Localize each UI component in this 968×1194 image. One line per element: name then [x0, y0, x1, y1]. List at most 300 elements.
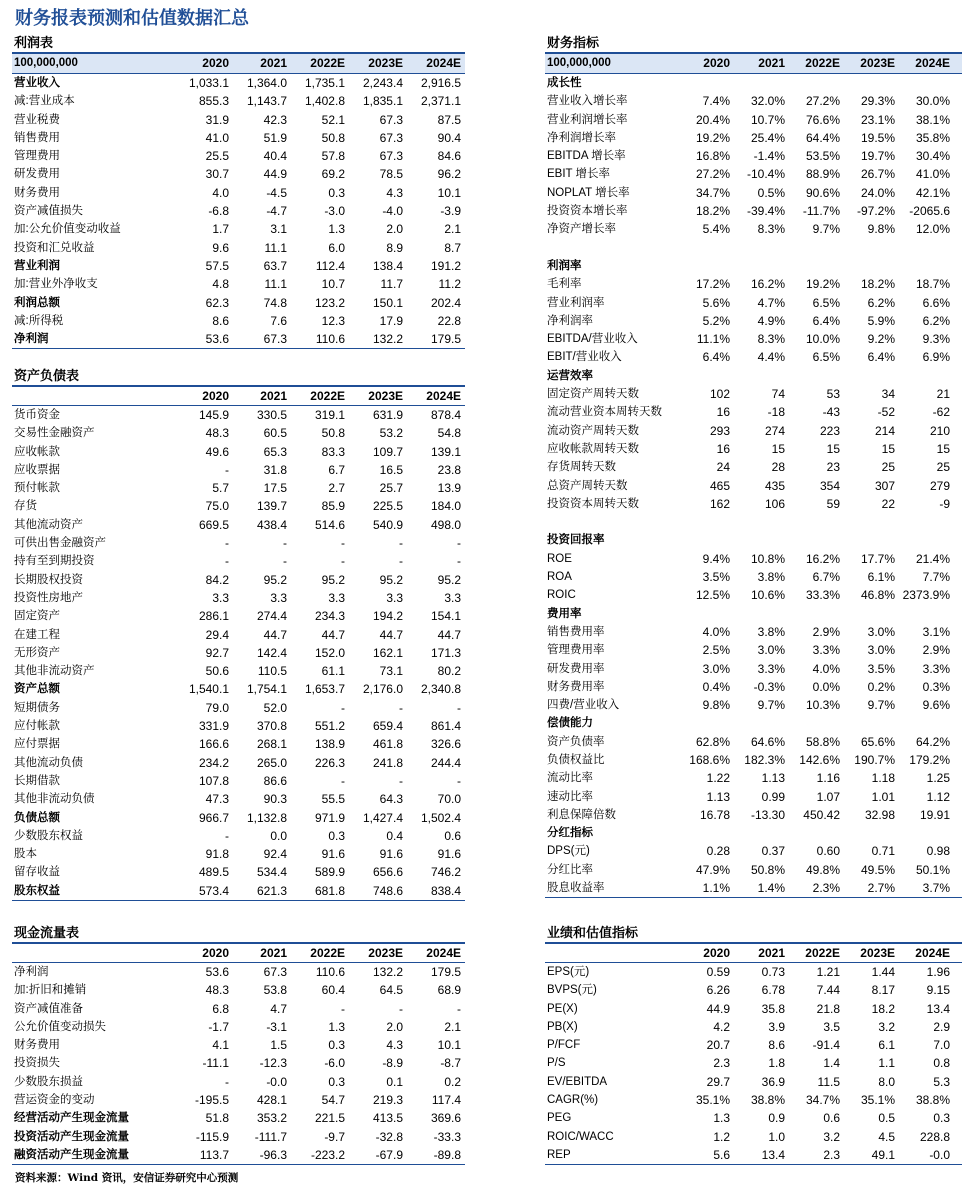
- row-value: 73.1: [379, 664, 403, 679]
- header-row: [12, 944, 465, 963]
- row-value: 16.2%: [805, 551, 840, 566]
- row-value: 30.4%: [915, 149, 950, 164]
- row-label: 应收票据: [14, 463, 60, 476]
- row-value: [895, 257, 950, 275]
- row-label: 净利润率: [547, 314, 593, 327]
- income-statement-table: [12, 36, 465, 349]
- row-value: 110.6: [315, 965, 345, 979]
- row-label: 营业利润: [14, 259, 60, 272]
- table-row: [545, 165, 962, 183]
- row-value: 30.0%: [915, 94, 950, 109]
- row-value: 51.8: [205, 1111, 229, 1126]
- row-value: 971.9: [314, 810, 345, 825]
- table-row: [545, 202, 962, 220]
- table-row: [545, 1146, 962, 1165]
- row-value: -0.0: [929, 1147, 950, 1162]
- section-title: 资产负债表: [14, 369, 80, 384]
- row-value: 11.2: [438, 277, 461, 292]
- row-value: 7.6: [270, 313, 287, 328]
- year-header: 2024E: [426, 946, 461, 960]
- row-value: 32.98: [864, 807, 895, 822]
- row-value: -91.4: [812, 1038, 840, 1053]
- row-value: -: [225, 554, 229, 569]
- row-value: 0.8: [933, 1056, 950, 1071]
- row-value: 2,340.8: [420, 682, 461, 697]
- row-label: 长期股权投资: [14, 573, 83, 586]
- row-value: 2,243.4: [362, 76, 403, 90]
- row-value: 4.0%: [702, 624, 730, 639]
- table-row: [545, 403, 962, 421]
- table-row: [545, 294, 962, 312]
- section-title: 现金流量表: [14, 926, 80, 941]
- row-value: 76.6%: [805, 112, 840, 127]
- row-value: -: [457, 536, 461, 551]
- row-value: 4.8: [212, 277, 229, 292]
- row-value: 6.4%: [812, 313, 840, 328]
- row-value: 855.3: [198, 94, 229, 109]
- row-value: 41.0%: [915, 167, 950, 182]
- row-value: 80.2: [437, 664, 461, 679]
- row-value: [730, 605, 785, 623]
- row-value: 0.3: [328, 1038, 345, 1053]
- row-value: 36.9: [761, 1074, 785, 1089]
- row-label: 毛利率: [547, 278, 582, 291]
- row-label: 资产负债率: [547, 735, 605, 748]
- row-value: 589.9: [314, 865, 345, 880]
- row-value: [785, 531, 840, 549]
- row-value: 0.6: [823, 1111, 840, 1126]
- row-value: [895, 367, 950, 385]
- row-value: 62.8%: [695, 734, 730, 749]
- row-value: 370.8: [256, 719, 287, 734]
- row-label: 应收帐款周转天数: [547, 442, 639, 455]
- row-label: 加:营业外净收支: [14, 278, 98, 291]
- row-label: 资产总额: [14, 683, 60, 696]
- table-row: [12, 1109, 465, 1127]
- row-value: 23.1%: [860, 112, 895, 127]
- row-value: -: [457, 554, 461, 569]
- row-label: 长期借款: [14, 774, 60, 787]
- row-value: 32.0%: [750, 94, 785, 109]
- row-value: -62: [932, 405, 950, 420]
- row-value: 2.9%: [812, 624, 840, 639]
- row-value: 95.2: [379, 572, 403, 587]
- row-value: 293: [709, 423, 730, 438]
- row-value: 8.6: [212, 313, 229, 328]
- header-row: [545, 54, 962, 74]
- table-row: [545, 788, 962, 806]
- row-value: 6.6%: [922, 295, 950, 310]
- row-value: 67.3: [263, 332, 287, 347]
- row-value: 20.7: [706, 1038, 730, 1053]
- row-label: 流动比率: [547, 772, 593, 785]
- row-value: 67.3: [379, 149, 403, 164]
- row-value: 226.3: [314, 755, 345, 770]
- row-value: 47.9%: [695, 862, 730, 877]
- row-value: 38.8%: [750, 1093, 785, 1108]
- table-row: [12, 680, 465, 698]
- row-value: 7.44: [816, 983, 840, 998]
- row-value: 1.13: [761, 771, 785, 786]
- year-header: 2023E: [368, 389, 403, 403]
- row-value: 171.3: [430, 645, 461, 660]
- year-header: 2024E: [915, 946, 950, 960]
- year-header: 2023E: [860, 946, 895, 960]
- row-label: 管理费用率: [547, 644, 605, 657]
- row-value: 16.2%: [750, 277, 785, 292]
- table-row: [12, 1018, 465, 1036]
- row-value: 95.2: [437, 572, 461, 587]
- row-value: 214: [874, 423, 895, 438]
- row-value: 18.2%: [860, 277, 895, 292]
- row-value: 1,132.8: [246, 810, 287, 825]
- row-value: 8.17: [871, 983, 895, 998]
- row-value: 6.1%: [867, 570, 895, 585]
- row-value: 95.2: [263, 572, 287, 587]
- year-header: 2023E: [368, 56, 403, 70]
- row-label: 利息保障倍数: [547, 808, 616, 821]
- row-value: 106: [764, 496, 785, 511]
- row-value: 53: [826, 387, 840, 402]
- row-value: 6.5%: [812, 295, 840, 310]
- row-value: 3.5: [823, 1019, 840, 1034]
- row-value: 13.9: [437, 481, 461, 496]
- row-value: 20.4%: [695, 112, 730, 127]
- table-row: [12, 1146, 465, 1165]
- row-label: 资产减值损失: [14, 205, 83, 218]
- table-row: [545, 92, 962, 110]
- row-value: 0.6: [444, 828, 461, 843]
- table-row: [545, 1036, 962, 1054]
- row-value: 1.4: [823, 1056, 840, 1071]
- row-value: 64.3: [379, 792, 403, 807]
- row-value: 498.0: [430, 517, 461, 532]
- row-label: PB(X): [547, 1020, 578, 1033]
- row-value: 3.5%: [867, 661, 895, 676]
- row-value: 9.15: [926, 983, 950, 998]
- row-label: CAGR(%): [547, 1094, 599, 1107]
- table-row: [12, 809, 465, 827]
- header-unit-label: 100,000,000: [14, 57, 78, 69]
- row-value: 61.1: [321, 664, 345, 679]
- row-value: -: [341, 1001, 345, 1016]
- row-value: [685, 367, 730, 385]
- row-value: -8.7: [440, 1056, 461, 1071]
- row-value: 1,540.1: [188, 682, 229, 697]
- row-value: 44.9: [263, 167, 287, 182]
- row-value: 4.3: [386, 185, 403, 200]
- table-row: [12, 1000, 465, 1018]
- row-value: -12.3: [259, 1056, 287, 1071]
- row-value: 42.3: [263, 112, 287, 127]
- table-row: [545, 842, 962, 860]
- row-value: 2,371.1: [420, 94, 461, 109]
- row-value: 0.99: [761, 789, 785, 804]
- table-row: [545, 678, 962, 696]
- row-value: [840, 257, 895, 275]
- year-header: 2022E: [310, 56, 345, 70]
- row-value: 54.8: [437, 426, 461, 441]
- row-value: 331.9: [198, 719, 229, 734]
- row-value: [895, 531, 950, 549]
- row-value: -96.3: [259, 1147, 287, 1162]
- row-value: 68.9: [437, 983, 461, 998]
- row-value: 53.6: [205, 332, 229, 347]
- row-value: 55.5: [321, 792, 345, 807]
- row-value: -32.8: [375, 1129, 403, 1144]
- row-value: 2.3: [713, 1056, 730, 1071]
- table-row: [545, 513, 962, 531]
- row-label: 利润总额: [14, 296, 60, 309]
- row-value: 19.91: [919, 807, 950, 822]
- row-value: 1.3: [328, 222, 345, 237]
- header-unit-label: [12, 387, 177, 405]
- row-value: 52.1: [321, 112, 345, 127]
- row-value: -4.5: [266, 185, 287, 200]
- row-label: 存货周转天数: [547, 461, 616, 474]
- row-value: 514.6: [314, 517, 345, 532]
- row-value: -18: [767, 405, 785, 420]
- row-label: 销售费用率: [547, 625, 605, 638]
- row-value: 154.1: [430, 609, 461, 624]
- header-unit-label: 100,000,000: [547, 57, 611, 69]
- row-value: 10.0%: [805, 332, 840, 347]
- row-value: [895, 824, 950, 842]
- row-value: 102: [709, 387, 730, 402]
- row-value: 60.4: [321, 983, 345, 998]
- header-row: [12, 387, 465, 406]
- table-row: [545, 861, 962, 879]
- row-value: 150.1: [372, 295, 403, 310]
- row-value: 2373.9%: [902, 588, 950, 603]
- row-value: 3.3: [386, 590, 403, 605]
- row-label: 资产减值准备: [14, 1002, 83, 1015]
- table-row: [545, 184, 962, 202]
- row-value: 31.9: [205, 112, 229, 127]
- row-value: 17.7%: [860, 551, 895, 566]
- table-row: [545, 1091, 962, 1109]
- row-value: 6.78: [761, 983, 785, 998]
- row-value: 64.6%: [750, 734, 785, 749]
- row-value: 109.7: [372, 444, 403, 459]
- year-header: 2023E: [368, 946, 403, 960]
- row-value: 1.3: [713, 1111, 730, 1126]
- row-value: [685, 714, 730, 732]
- row-value: 31.8: [263, 462, 287, 477]
- row-value: 16.5: [379, 462, 403, 477]
- row-value: 168.6%: [689, 752, 730, 767]
- row-value: 74: [771, 387, 785, 402]
- table-row: [12, 111, 465, 129]
- table-row: [12, 827, 465, 845]
- row-value: 0.28: [706, 844, 730, 859]
- row-value: 3.2: [823, 1129, 840, 1144]
- row-value: -: [399, 554, 403, 569]
- row-value: 1.01: [871, 789, 895, 804]
- table-row: [545, 806, 962, 824]
- row-label: 财务费用: [14, 1039, 60, 1052]
- row-label: 经营活动产生现金流量: [14, 1112, 129, 1125]
- row-value: 15: [936, 441, 950, 456]
- row-value: 25.4%: [750, 130, 785, 145]
- row-value: 8.0: [878, 1074, 895, 1089]
- row-value: 0.4%: [702, 679, 730, 694]
- table-row: [12, 589, 465, 607]
- row-value: 152.0: [314, 645, 345, 660]
- row-value: 0.5: [878, 1111, 895, 1126]
- year-header: 2022E: [805, 56, 840, 70]
- row-value: 24: [716, 460, 730, 475]
- row-label: ROIC: [547, 589, 576, 602]
- row-value: [840, 513, 895, 531]
- row-value: 5.7: [212, 481, 229, 496]
- row-value: 6.4%: [867, 350, 895, 365]
- row-value: 3.0%: [702, 661, 730, 676]
- row-value: 91.8: [205, 847, 229, 862]
- row-value: 9.8%: [867, 222, 895, 237]
- row-value: 8.7: [444, 240, 461, 255]
- table-row: [545, 879, 962, 898]
- table-row: [12, 239, 465, 257]
- table-row: [12, 717, 465, 735]
- table-row: [545, 275, 962, 293]
- row-value: -4.0: [382, 204, 403, 219]
- row-label: [545, 239, 685, 257]
- valuation-indicators-table: [545, 926, 962, 1165]
- row-value: 465: [709, 478, 730, 493]
- row-value: -: [225, 1074, 229, 1089]
- row-label: 成长性: [547, 77, 582, 89]
- table-row: [545, 257, 962, 275]
- table-row: [545, 220, 962, 238]
- row-value: 67.3: [263, 965, 287, 979]
- row-label: 财务费用率: [547, 680, 605, 693]
- row-value: 4.0%: [812, 661, 840, 676]
- row-value: 0.2: [444, 1074, 461, 1089]
- row-value: 659.4: [372, 719, 403, 734]
- row-label: 管理费用: [14, 150, 60, 163]
- row-value: 3.9: [768, 1019, 785, 1034]
- table-row: [545, 550, 962, 568]
- row-value: -: [399, 700, 403, 715]
- row-value: 92.4: [263, 847, 287, 862]
- row-label: 利润率: [547, 259, 582, 272]
- table-row: [545, 385, 962, 403]
- row-value: 91.6: [437, 847, 461, 862]
- row-value: 84.2: [205, 572, 229, 587]
- row-value: 34: [881, 387, 895, 402]
- row-value: 1,835.1: [362, 94, 403, 109]
- row-value: 8.6: [768, 1038, 785, 1053]
- row-value: [785, 714, 840, 732]
- table-row: [545, 74, 962, 92]
- row-value: [730, 239, 785, 257]
- row-value: 10.7: [321, 277, 345, 292]
- row-value: 40.4: [263, 149, 287, 164]
- row-value: 428.1: [256, 1093, 287, 1108]
- row-value: 0.37: [761, 844, 785, 859]
- row-value: 1.7: [212, 222, 229, 237]
- row-value: -: [283, 536, 287, 551]
- row-value: -3.1: [266, 1019, 287, 1034]
- table-row: [545, 963, 962, 981]
- row-label: 投资损失: [14, 1057, 60, 1070]
- row-value: [840, 367, 895, 385]
- row-value: 22: [881, 496, 895, 511]
- row-value: 6.2%: [922, 313, 950, 328]
- row-value: 18.7%: [915, 277, 950, 292]
- row-value: -: [399, 536, 403, 551]
- row-value: 62.3: [205, 295, 229, 310]
- row-value: 57.8: [321, 149, 345, 164]
- row-value: 656.6: [372, 865, 403, 880]
- row-value: [730, 824, 785, 842]
- row-label: 投资性房地产: [14, 591, 83, 604]
- row-value: -: [341, 700, 345, 715]
- row-value: 53.8: [263, 983, 287, 998]
- row-value: 268.1: [256, 737, 287, 752]
- row-label: 其他非流动资产: [14, 665, 95, 678]
- row-value: 50.1%: [915, 862, 950, 877]
- table-row: [545, 348, 962, 366]
- row-value: -2065.6: [909, 204, 950, 219]
- row-value: 10.1: [437, 185, 461, 200]
- row-label: 股本: [14, 848, 37, 861]
- table-row: [545, 586, 962, 604]
- row-value: 0.9: [768, 1111, 785, 1126]
- row-value: 4.0: [212, 185, 229, 200]
- row-value: 223: [819, 423, 840, 438]
- year-header: 2021: [260, 56, 287, 70]
- row-value: 2.9%: [922, 643, 950, 658]
- row-value: [785, 605, 840, 623]
- year-header: 2020: [202, 946, 229, 960]
- row-value: 182.3%: [744, 752, 785, 767]
- row-value: 1.8: [768, 1056, 785, 1071]
- row-value: 0.73: [761, 965, 785, 979]
- row-label: 速动比率: [547, 790, 593, 803]
- row-value: 95.2: [321, 572, 345, 587]
- row-value: 17.2%: [695, 277, 730, 292]
- row-value: 219.3: [372, 1093, 403, 1108]
- row-label: 分红指标: [547, 827, 593, 840]
- row-value: 0.3: [328, 1074, 345, 1089]
- section-title: 业绩和估值指标: [547, 926, 639, 941]
- row-value: 4.7%: [757, 295, 785, 310]
- row-value: [895, 605, 950, 623]
- row-value: 12.3: [321, 313, 345, 328]
- row-value: 0.71: [871, 844, 895, 859]
- row-value: 3.3: [444, 590, 461, 605]
- row-value: 286.1: [198, 609, 229, 624]
- table-row: [545, 1109, 962, 1127]
- row-label: PE(X): [547, 1002, 578, 1015]
- row-value: 25.5: [205, 149, 229, 164]
- table-row: [12, 312, 465, 330]
- row-value: 1.4%: [757, 881, 785, 896]
- row-value: -6.0: [324, 1056, 345, 1071]
- row-value: 50.6: [205, 664, 229, 679]
- row-value: 1,143.7: [246, 94, 287, 109]
- row-value: 0.60: [816, 844, 840, 859]
- row-value: 139.1: [430, 444, 461, 459]
- row-value: 132.2: [372, 965, 403, 979]
- row-value: 0.59: [706, 965, 730, 979]
- table-row: [12, 294, 465, 312]
- row-value: 179.2%: [909, 752, 950, 767]
- row-value: 3.1%: [922, 624, 950, 639]
- row-value: -1.4%: [753, 149, 785, 164]
